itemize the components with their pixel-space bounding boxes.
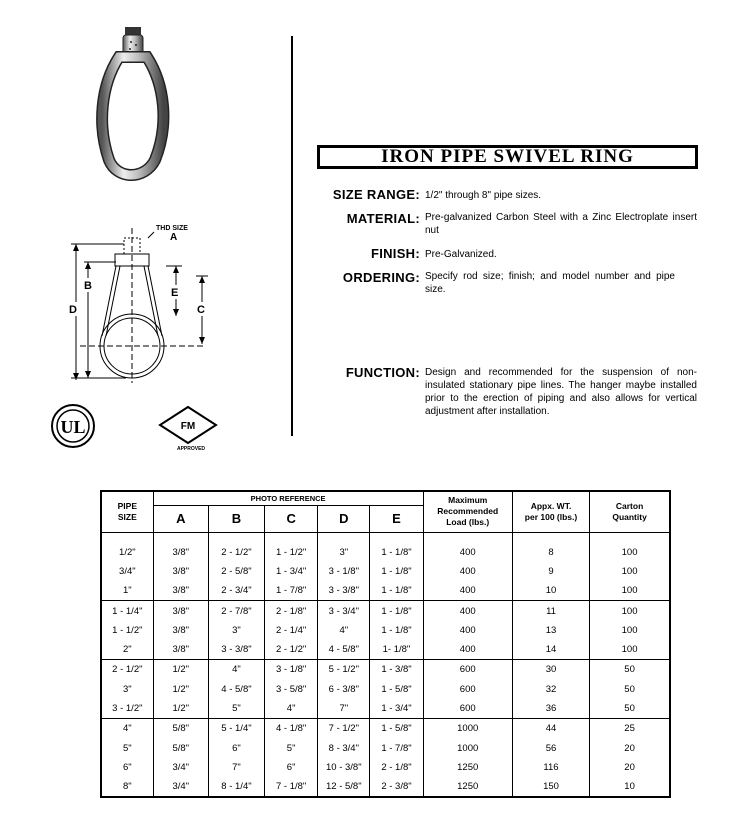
carton-header-line1: Carton [615, 500, 644, 511]
cell-max-load: 400 [423, 562, 512, 581]
cell-carton: 10 [590, 777, 670, 797]
cell-d: 10 - 3/8" [318, 758, 370, 777]
cell-c: 1 - 3/4" [265, 562, 318, 581]
spacer-cell [423, 532, 512, 543]
col-a-header: A [153, 505, 208, 532]
cell-c: 2 - 1/8" [265, 601, 318, 621]
cell-pipe-size: 1 - 1/4" [101, 601, 153, 621]
dim-e-label: E [171, 287, 179, 299]
cell-carton: 100 [590, 581, 670, 601]
cell-pipe-size: 8" [101, 777, 153, 797]
table-row [101, 680, 670, 699]
dim-c-label: C [197, 304, 205, 316]
dim-a-label: A [170, 232, 178, 243]
dim-d-label: D [69, 304, 77, 316]
cell-b: 4 - 5/8" [208, 680, 264, 699]
cell-e: 1 - 1/8" [370, 543, 423, 562]
cell-a: 3/8" [153, 543, 208, 562]
max-load-header-line1: Maximum [448, 495, 488, 506]
cell-pipe-size: 3 - 1/2" [101, 699, 153, 719]
weight-header [512, 491, 589, 532]
cell-b: 7" [208, 758, 264, 777]
table-row [101, 699, 670, 719]
cell-a: 3/8" [153, 640, 208, 660]
cell-e: 1 - 1/8" [370, 562, 423, 581]
cell-e: 1 - 3/8" [370, 660, 423, 680]
table-row [101, 719, 670, 739]
cell-carton: 20 [590, 738, 670, 757]
cell-b: 2 - 3/4" [208, 581, 264, 601]
cell-max-load: 400 [423, 640, 512, 660]
cell-max-load: 1000 [423, 719, 512, 739]
cell-max-load: 600 [423, 680, 512, 699]
spacer-cell [208, 532, 264, 543]
cell-a: 3/4" [153, 758, 208, 777]
cell-carton: 25 [590, 719, 670, 739]
cell-c: 3 - 1/8" [265, 660, 318, 680]
size-range-value: 1/2" through 8" pipe sizes. [425, 190, 542, 201]
cell-c: 2 - 1/2" [265, 640, 318, 660]
cell-pipe-size: 6" [101, 758, 153, 777]
cell-b: 5 - 1/4" [208, 719, 264, 739]
title-box [317, 145, 698, 169]
cell-b: 8 - 1/4" [208, 777, 264, 797]
table-spacer-row [101, 532, 670, 543]
photo-reference-header: PHOTO REFERENCE [153, 491, 423, 505]
cell-a: 3/8" [153, 581, 208, 601]
cell-weight: 150 [512, 777, 589, 797]
spacer-cell [153, 532, 208, 543]
table-row [101, 640, 670, 660]
cell-e: 2 - 3/8" [370, 777, 423, 797]
cell-max-load: 600 [423, 699, 512, 719]
vertical-divider [291, 36, 293, 436]
cell-a: 5/8" [153, 719, 208, 739]
cell-b: 2 - 5/8" [208, 562, 264, 581]
spacer-cell [512, 532, 589, 543]
cell-c: 1 - 1/2" [265, 543, 318, 562]
cell-d: 8 - 3/4" [318, 738, 370, 757]
weight-header-line1: Appx. WT. [530, 500, 572, 511]
cell-carton: 100 [590, 601, 670, 621]
cell-max-load: 1250 [423, 777, 512, 797]
cell-b: 4" [208, 660, 264, 680]
max-load-header-line3: Load (lbs.) [446, 517, 490, 528]
spacer-cell [265, 532, 318, 543]
table-row [101, 758, 670, 777]
cell-b: 3" [208, 621, 264, 640]
cell-max-load: 1250 [423, 758, 512, 777]
cell-a: 1/2" [153, 680, 208, 699]
ordering-value: Specify rod size; finish; and model number and pipe size. [425, 271, 675, 295]
spacer-cell [590, 532, 670, 543]
cell-e: 2 - 1/8" [370, 758, 423, 777]
cell-carton: 100 [590, 621, 670, 640]
cell-d: 4 - 5/8" [318, 640, 370, 660]
col-d-header: D [318, 505, 370, 532]
cell-b: 2 - 1/2" [208, 543, 264, 562]
cell-max-load: 400 [423, 601, 512, 621]
cell-pipe-size: 1/2" [101, 543, 153, 562]
cell-max-load: 400 [423, 543, 512, 562]
table-row [101, 660, 670, 680]
cell-carton: 100 [590, 543, 670, 562]
cell-max-load: 1000 [423, 738, 512, 757]
cell-carton: 50 [590, 699, 670, 719]
spacer-cell [101, 532, 153, 543]
cell-pipe-size: 3/4" [101, 562, 153, 581]
cell-e: 1 - 5/8" [370, 680, 423, 699]
cell-d: 4" [318, 621, 370, 640]
cell-carton: 50 [590, 680, 670, 699]
dimension-drawing [66, 218, 226, 388]
table-row [101, 581, 670, 601]
cell-weight: 13 [512, 621, 589, 640]
cell-weight: 30 [512, 660, 589, 680]
page-title: IRON PIPE SWIVEL RING [381, 146, 634, 167]
cell-e: 1 - 5/8" [370, 719, 423, 739]
cell-e: 1- 1/8" [370, 640, 423, 660]
cell-weight: 14 [512, 640, 589, 660]
material-value: Pre-galvanized Carbon Steel with a Zinc Electroplate insert nut [425, 212, 697, 236]
fm-approved-caption: APPROVED [176, 446, 206, 451]
cell-weight: 32 [512, 680, 589, 699]
cell-weight: 8 [512, 543, 589, 562]
cell-weight: 116 [512, 758, 589, 777]
cell-e: 1 - 1/8" [370, 601, 423, 621]
cell-d: 12 - 5/8" [318, 777, 370, 797]
col-e-header: E [370, 505, 423, 532]
cell-e: 1 - 7/8" [370, 738, 423, 757]
spacer-cell [318, 532, 370, 543]
cell-d: 7 - 1/2" [318, 719, 370, 739]
cell-b: 3 - 3/8" [208, 640, 264, 660]
cell-pipe-size: 2 - 1/2" [101, 660, 153, 680]
cell-a: 3/8" [153, 601, 208, 621]
cell-d: 3" [318, 543, 370, 562]
function-value: Design and recommended for the suspension of non-insulated stationary pipe lines. The hanger maybe installed prior to the erection of piping and also allows for vertical adjustment after installation. [425, 367, 697, 417]
cell-d: 5 - 1/2" [318, 660, 370, 680]
cell-pipe-size: 1" [101, 581, 153, 601]
cell-c: 4 - 1/8" [265, 719, 318, 739]
table-row [101, 543, 670, 562]
fm-logo-text: FM [180, 421, 196, 432]
max-load-header-line2: Recommended [437, 506, 499, 517]
pipe-size-header-line2: SIZE [117, 511, 137, 522]
cell-a: 1/2" [153, 699, 208, 719]
cell-weight: 10 [512, 581, 589, 601]
thd-size-label: THD SIZE [156, 225, 188, 232]
table-row [101, 601, 670, 621]
cell-b: 5" [208, 699, 264, 719]
cell-weight: 11 [512, 601, 589, 621]
cell-carton: 20 [590, 758, 670, 777]
cell-c: 1 - 7/8" [265, 581, 318, 601]
cell-d: 6 - 3/8" [318, 680, 370, 699]
weight-header-line2: per 100 (lbs.) [524, 511, 578, 522]
cell-carton: 100 [590, 640, 670, 660]
product-photo [95, 25, 175, 185]
carton-header-line2: Quantity [612, 511, 647, 522]
cell-pipe-size: 2" [101, 640, 153, 660]
cell-c: 4" [265, 699, 318, 719]
function-label: FUNCTION: [345, 365, 420, 380]
col-b-header: B [208, 505, 264, 532]
cell-a: 1/2" [153, 660, 208, 680]
cell-b: 6" [208, 738, 264, 757]
spacer-cell [370, 532, 423, 543]
table-body [101, 532, 670, 797]
cell-max-load: 400 [423, 581, 512, 601]
cell-c: 2 - 1/4" [265, 621, 318, 640]
max-load-header [423, 491, 512, 532]
cell-a: 3/8" [153, 621, 208, 640]
dimension-table [100, 490, 671, 798]
col-c-header: C [265, 505, 318, 532]
cell-e: 1 - 1/8" [370, 621, 423, 640]
cell-c: 3 - 5/8" [265, 680, 318, 699]
cell-c: 5" [265, 738, 318, 757]
cell-d: 7" [318, 699, 370, 719]
cell-a: 5/8" [153, 738, 208, 757]
cell-weight: 9 [512, 562, 589, 581]
cell-d: 3 - 3/8" [318, 581, 370, 601]
carton-header [590, 491, 670, 532]
finish-value: Pre-Galvanized. [425, 249, 497, 260]
cell-weight: 44 [512, 719, 589, 739]
cell-max-load: 600 [423, 660, 512, 680]
cell-carton: 100 [590, 562, 670, 581]
cell-a: 3/4" [153, 777, 208, 797]
ul-logo-text: UL [60, 417, 86, 437]
cell-carton: 50 [590, 660, 670, 680]
cell-pipe-size: 4" [101, 719, 153, 739]
cell-d: 3 - 1/8" [318, 562, 370, 581]
cell-pipe-size: 3" [101, 680, 153, 699]
cell-d: 3 - 3/4" [318, 601, 370, 621]
cell-c: 6" [265, 758, 318, 777]
cell-e: 1 - 3/4" [370, 699, 423, 719]
finish-label: FINISH: [370, 246, 420, 261]
cell-b: 2 - 7/8" [208, 601, 264, 621]
table-row [101, 738, 670, 757]
pipe-size-header [101, 491, 153, 532]
cell-a: 3/8" [153, 562, 208, 581]
ul-logo [50, 403, 96, 449]
table-row [101, 562, 670, 581]
pipe-size-header-line1: PIPE [117, 500, 138, 511]
fm-approved-logo [158, 405, 218, 451]
cell-pipe-size: 5" [101, 738, 153, 757]
size-range-label: SIZE RANGE: [332, 187, 420, 202]
table-row [101, 777, 670, 797]
cell-pipe-size: 1 - 1/2" [101, 621, 153, 640]
cell-weight: 56 [512, 738, 589, 757]
cell-e: 1 - 1/8" [370, 581, 423, 601]
material-label: MATERIAL: [346, 211, 420, 226]
ordering-label: ORDERING: [342, 270, 420, 285]
cell-max-load: 400 [423, 621, 512, 640]
cell-weight: 36 [512, 699, 589, 719]
dim-b-label: B [84, 280, 92, 292]
table-row [101, 621, 670, 640]
cell-c: 7 - 1/8" [265, 777, 318, 797]
